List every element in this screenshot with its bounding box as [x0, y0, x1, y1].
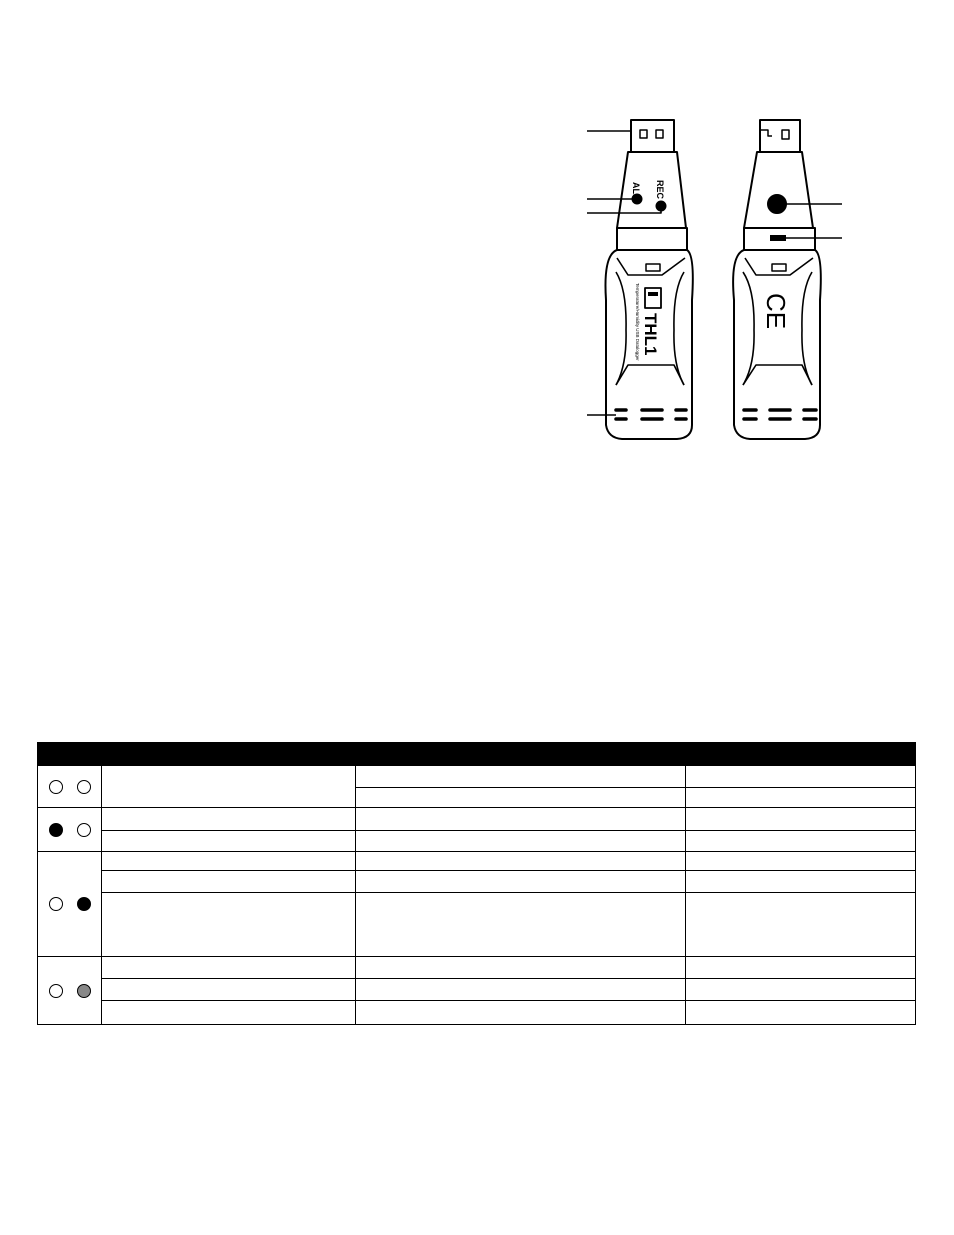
device-illustration — [0, 0, 954, 460]
indication-cell — [356, 766, 686, 788]
header-action — [686, 743, 916, 766]
action-cell — [686, 766, 916, 788]
record-led-off-icon — [77, 823, 91, 837]
table-row — [38, 871, 916, 893]
led-state-cell — [38, 852, 102, 957]
ce-mark: CE — [761, 293, 791, 330]
device-front-view — [605, 120, 692, 439]
table-row — [38, 808, 916, 831]
indication-cell — [356, 788, 686, 808]
table-row — [38, 852, 916, 871]
indication-cell — [356, 1001, 686, 1025]
header-led — [38, 743, 102, 766]
table-row — [38, 979, 916, 1001]
indication-cell — [356, 852, 686, 871]
alarm-led-off-icon — [49, 780, 63, 794]
status-cell — [102, 957, 356, 979]
header-indication — [356, 743, 686, 766]
indication-cell — [356, 957, 686, 979]
button-icon — [768, 195, 786, 213]
table-row — [38, 1001, 916, 1025]
status-cell — [102, 893, 356, 957]
action-cell — [686, 852, 916, 871]
table-row — [38, 957, 916, 979]
action-cell — [686, 871, 916, 893]
led-state-cell — [38, 808, 102, 852]
indication-cell — [356, 808, 686, 831]
table-body — [38, 766, 916, 1025]
action-cell — [686, 957, 916, 979]
table-row — [38, 893, 916, 957]
action-cell — [686, 831, 916, 852]
action-cell — [686, 808, 916, 831]
status-cell — [102, 808, 356, 831]
brand-label: THL1 — [641, 313, 660, 356]
usb-connector-back — [760, 120, 800, 152]
device-back-view — [733, 120, 821, 439]
table-row — [38, 766, 916, 788]
record-led-icon — [657, 202, 666, 211]
status-cell — [102, 766, 356, 808]
alarm-led-off-icon — [49, 984, 63, 998]
action-cell — [686, 979, 916, 1001]
brand-subtitle: Temperature/Humidity USB Datalogger — [635, 283, 640, 361]
rec-label: REC — [655, 180, 665, 200]
table-header-row — [38, 743, 916, 766]
alm-label: ALM — [631, 182, 641, 202]
usb-connector — [631, 120, 674, 152]
led-status-table — [37, 742, 916, 1025]
sensor-slot — [770, 235, 786, 241]
record-led-on-icon — [77, 897, 91, 911]
alarm-led-off-icon — [49, 897, 63, 911]
status-cell — [102, 871, 356, 893]
record-led-off-icon — [77, 780, 91, 794]
alarm-led-on-icon — [49, 823, 63, 837]
action-cell — [686, 893, 916, 957]
status-cell — [102, 852, 356, 871]
status-cell — [102, 831, 356, 852]
led-state-cell — [38, 766, 102, 808]
indication-cell — [356, 979, 686, 1001]
header-status — [102, 743, 356, 766]
indication-cell — [356, 831, 686, 852]
status-cell — [102, 979, 356, 1001]
led-state-cell — [38, 957, 102, 1025]
action-cell — [686, 788, 916, 808]
indication-cell — [356, 893, 686, 957]
record-led-gray-icon — [77, 984, 91, 998]
logo-mark — [645, 288, 661, 308]
status-cell — [102, 1001, 356, 1025]
table-row — [38, 831, 916, 852]
indication-cell — [356, 871, 686, 893]
action-cell — [686, 1001, 916, 1025]
